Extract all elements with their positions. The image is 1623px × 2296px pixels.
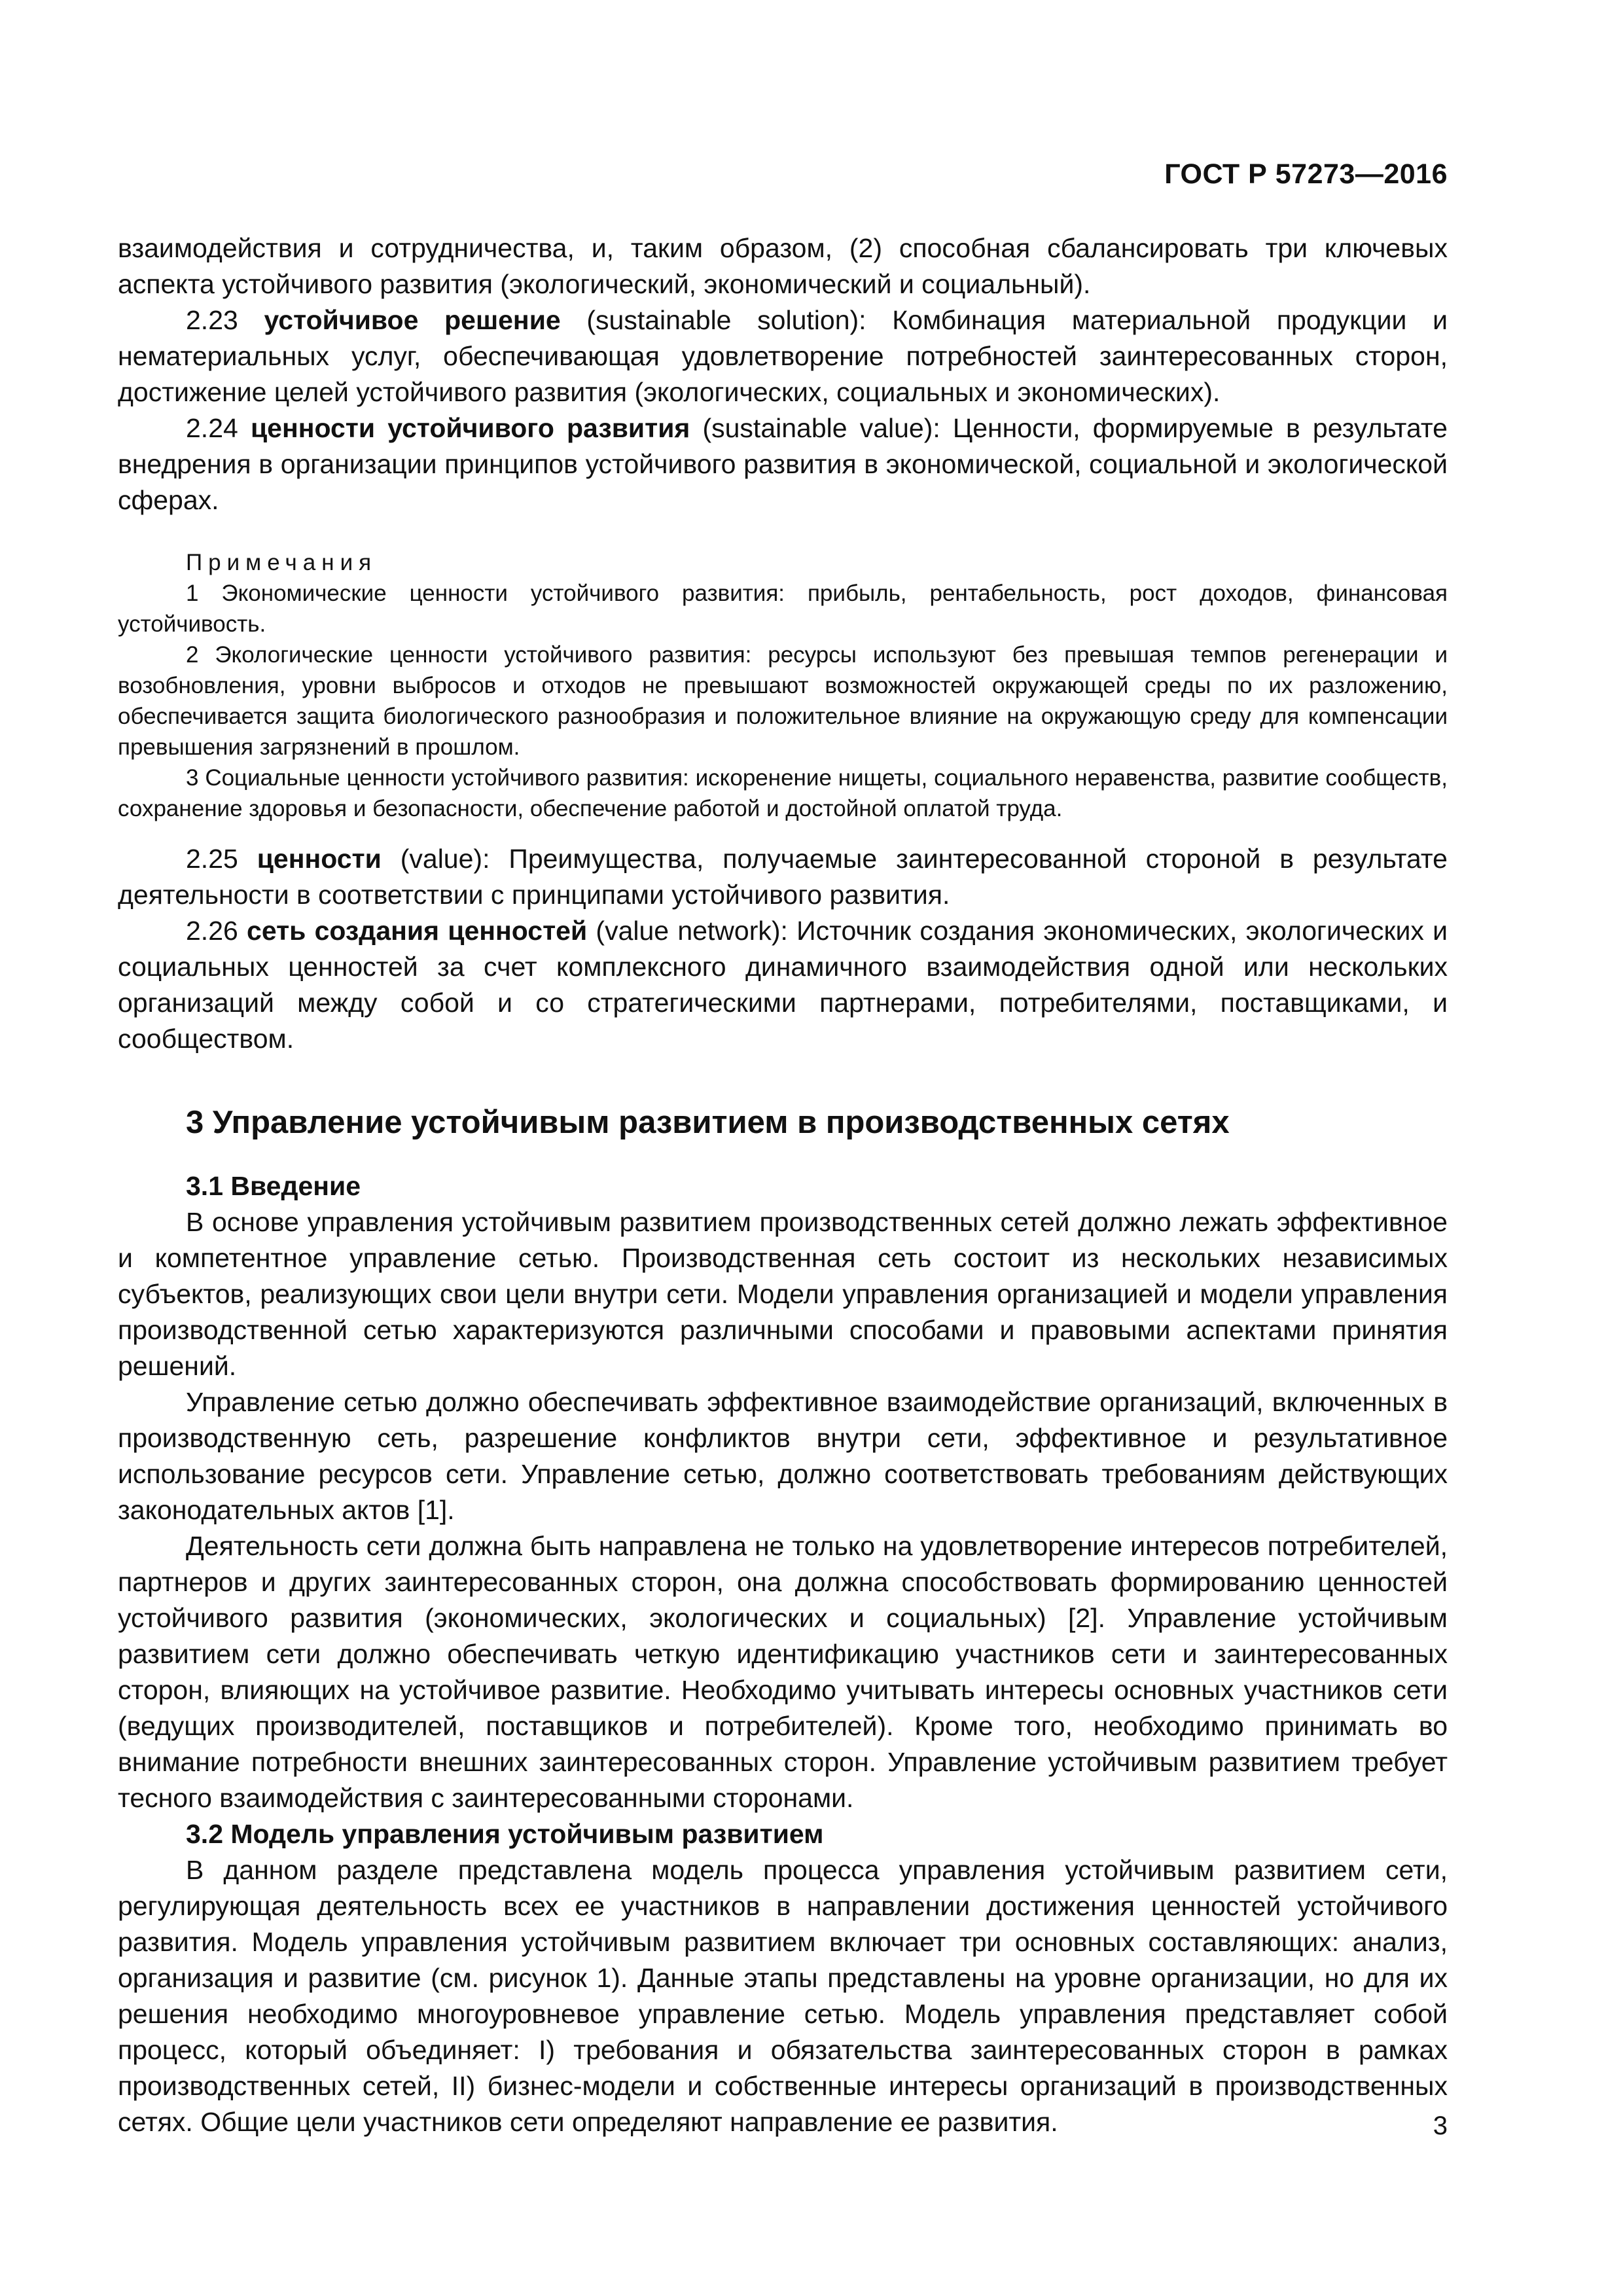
term-2-26 [118,913,1448,1057]
standard-code-header: ГОСТ Р 57273—2016 [1164,158,1448,190]
subsection-3-2-title: 3.2 Модель управления устойчивым развитием [186,1819,824,1849]
paragraph-continuation: взаимодействия и сотрудничества, и, таким образом, (2) способная сбалансировать три ключевых аспекта устойчивого развития (экологический, экономический и социальный). [118,233,1448,299]
term-definition: (sustainable value): Ценности, формируемые в результате внедрения в организации принципов устойчивого развития в экономической, социальной и экологической сферах. [118,413,1448,515]
paragraph: В данном разделе представлена модель процесса управления устойчивым развитием сети, регулирующая деятельность всех ее участников в направлении достижения ценностей устойчивого развития. Модель управления устойчивым развитием включает три основных составляющих: анализ, организация и развитие (см. рисунок 1). Данные этапы представлены на уровне организации, но для их решения необходимо многоуровневое управление сетью. Модель управления представляет собой процесс, который объединяет: I) требования и обязательства заинтересованных сторон в рамках производственных сетей, II) бизнес-модели и собственные интересы организаций в производственных сетях. Общие цели участников сети определяют направление ее развития. [118,1855,1448,2137]
term-number: 2.24 [186,413,251,443]
term-name: устойчивое решение [264,305,561,335]
note-item: 2 Экологические ценности устойчивого развития: ресурсы используют без превышая темпов регенерации и возобновления, уровни выбросов и отходов не превышают возможностей окружающей среды по их разложению, обеспечивается защита биологического разнообразия и положительное влияние на окружающую среду для компенсации превышения загрязнений в прошлом. [118,642,1448,760]
page-number: 3 [1433,2111,1448,2140]
term-number: 2.25 [186,844,257,874]
note-item: 3 Социальные ценности устойчивого развития: искоренение нищеты, социального неравенства, развитие сообществ, сохранение здоровья и безопасности, обеспечение работой и достойной оплатой труда. [118,765,1448,821]
notes-block [118,547,1448,824]
term-name: сеть создания ценностей [247,916,588,946]
term-definition: (sustainable solution): Комбинация материальной продукции и нематериальных услуг, обеспечивающая удовлетворение потребностей заинтересованных сторон, достижение целей устойчивого развития (экологических, социальных и экономических). [118,305,1448,407]
paragraph: Деятельность сети должна быть направлена не только на удовлетворение интересов потребителей, партнеров и других заинтересованных сторон, она должна способствовать формированию ценностей устойчивого развития (экономических, экологических и социальных) [2]. Управление устойчивым развитием сети должно обеспечивать четкую идентификацию участников сети и заинтересованных сторон, влияющих на устойчивое развитие. Необходимо учитывать интересы основных участников сети (ведущих производителей, поставщиков и потребителей). Кроме того, необходимо принимать во внимание потребности внешних заинтересованных сторон. Управление устойчивым развитием требует тесного взаимодействия с заинтересованными сторонами. [118,1531,1448,1813]
term-number: 2.23 [186,305,264,335]
paragraph: Управление сетью должно обеспечивать эффективное взаимодействие организаций, включенных в производственную сеть, разрешение конфликтов внутри сети, эффективное и результативное использование ресурсов сети. Управление сетью, должно соответствовать требованиям действующих законодательных актов [1]. [118,1387,1448,1525]
term-name: ценности устойчивого развития [250,413,690,443]
term-2-23 [118,302,1448,410]
term-number: 2.26 [186,916,247,946]
term-definition: (value): Преимущества, получаемые заинтересованной стороной в результате деятельности в соответствии с принципами устойчивого развития. [118,844,1448,910]
term-2-25 [118,841,1448,913]
notes-title: Примечания [186,550,378,575]
document-body [118,230,1448,2140]
term-definition: (value network): Источник создания экономических, экологических и социальных ценностей за счет комплексного динамичного взаимодействия одной или нескольких организаций между собой и со стратегическими партнерами, потребителями, поставщиками, и сообществом. [118,916,1448,1054]
section-3-title: 3 Управление устойчивым развитием в производственных сетях [186,1105,1230,1140]
term-name: ценности [257,844,382,874]
term-2-24 [118,410,1448,518]
note-item: 1 Экономические ценности устойчивого развития: прибыль, рентабельность, рост доходов, финансовая устойчивость. [118,581,1448,637]
subsection-3-1-title: 3.1 Введение [186,1171,361,1201]
paragraph: В основе управления устойчивым развитием производственных сетей должно лежать эффективное и компетентное управление сетью. Производственная сеть состоит из нескольких независимых субъектов, реализующих свои цели внутри сети. Модели управления организацией и модели управления производственной сетью характеризуются различными способами и правовыми аспектами принятия решений. [118,1207,1448,1381]
